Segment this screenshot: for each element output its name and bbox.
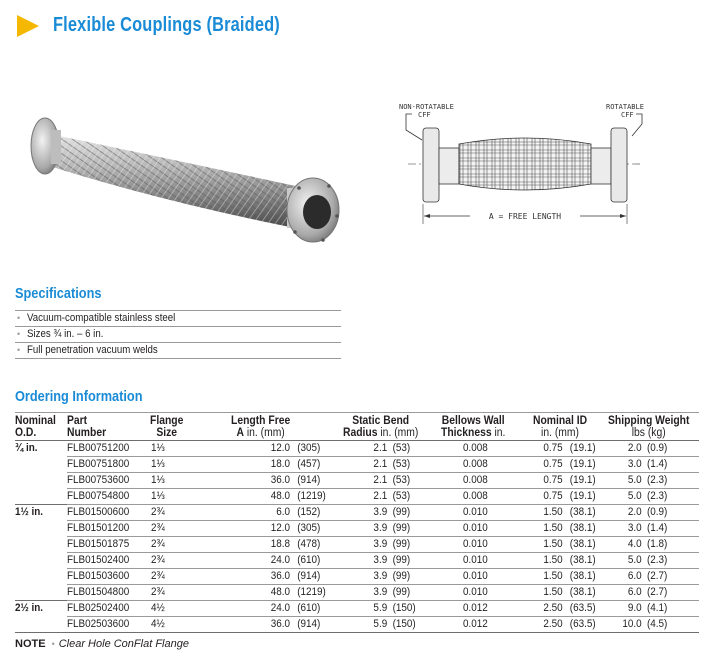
cell-nominal-id: 1.50 (38.1) bbox=[517, 585, 609, 601]
cell-bellows-wall: 0.010 bbox=[438, 505, 517, 521]
cell-flange-size: 2¾ bbox=[141, 569, 195, 585]
bullet-icon: • bbox=[51, 639, 55, 649]
page-header bbox=[17, 14, 330, 37]
cell-part-number: FLB00751200 bbox=[67, 441, 142, 457]
cell-part-number: FLB02502400 bbox=[67, 601, 142, 617]
cell-length-free: 48.0 (1219) bbox=[195, 489, 333, 505]
cell-nominal-od: 2½ in. bbox=[15, 602, 44, 615]
cell-nominal-od: 1½ in. bbox=[15, 506, 44, 519]
col-shipping-weight: Shipping Weight lbs (kg) bbox=[608, 415, 690, 439]
cell-bellows-wall: 0.010 bbox=[438, 521, 517, 537]
cell-shipping-weight: 6.0 (2.7) bbox=[608, 569, 699, 585]
cell-bellows-wall: 0.008 bbox=[438, 441, 517, 457]
cell-length-free: 36.0 (914) bbox=[195, 473, 333, 489]
cell-static-bend: 2.1 (53) bbox=[333, 473, 438, 489]
table-row bbox=[15, 521, 699, 537]
specifications-heading: Specifications bbox=[15, 285, 102, 302]
table-row bbox=[15, 569, 699, 585]
cell-static-bend: 3.9 (99) bbox=[333, 505, 438, 521]
right-flange-label-2: CFF bbox=[621, 111, 634, 119]
table-row bbox=[15, 553, 699, 569]
cell-bellows-wall: 0.008 bbox=[438, 473, 517, 489]
cell-length-free: 12.0 (305) bbox=[195, 521, 333, 537]
cell-length-free: 18.0 (457) bbox=[195, 457, 333, 473]
cell-flange-size: 2¾ bbox=[141, 585, 195, 601]
cell-bellows-wall: 0.010 bbox=[438, 537, 517, 553]
cell-length-free: 48.0 (1219) bbox=[195, 585, 333, 601]
cell-nominal-od bbox=[15, 569, 67, 585]
cell-bellows-wall: 0.008 bbox=[438, 457, 517, 473]
free-length-label: A = FREE LENGTH bbox=[488, 212, 562, 221]
cell-part-number: FLB01504800 bbox=[67, 585, 142, 601]
cell-flange-size: 1⅓ bbox=[141, 441, 195, 457]
spec-item: • Full penetration vacuum welds bbox=[15, 343, 341, 359]
cell-shipping-weight: 5.0 (2.3) bbox=[608, 489, 699, 505]
cell-nominal-id: 0.75 (19.1) bbox=[517, 441, 609, 457]
cell-part-number: FLB00753600 bbox=[67, 473, 142, 489]
cell-nominal-id: 0.75 (19.1) bbox=[517, 457, 609, 473]
cell-part-number: FLB01501200 bbox=[67, 521, 142, 537]
table-row bbox=[15, 537, 699, 553]
cell-bellows-wall: 0.012 bbox=[438, 601, 517, 617]
cell-bellows-wall: 0.010 bbox=[438, 553, 517, 569]
cell-nominal-od bbox=[15, 617, 67, 633]
cell-flange-size: 4½ bbox=[141, 617, 195, 633]
cell-shipping-weight: 5.0 (2.3) bbox=[608, 473, 699, 489]
table-row bbox=[15, 601, 699, 617]
cell-static-bend: 5.9 (150) bbox=[333, 617, 438, 633]
cell-nominal-id: 0.75 (19.1) bbox=[517, 473, 609, 489]
table-note bbox=[15, 638, 189, 650]
cell-nominal-id: 1.50 (38.1) bbox=[517, 537, 609, 553]
col-length-free: Length Free A in. (mm) bbox=[231, 415, 291, 439]
col-nominal-od: Nominal O.D. bbox=[15, 415, 56, 439]
bullet-icon: • bbox=[17, 313, 21, 323]
right-flange-label-1: ROTATABLE bbox=[606, 103, 644, 111]
cell-shipping-weight: 5.0 (2.3) bbox=[608, 553, 699, 569]
cell-nominal-od bbox=[15, 521, 67, 537]
cell-part-number: FLB01503600 bbox=[67, 569, 142, 585]
cell-static-bend: 3.9 (99) bbox=[333, 537, 438, 553]
cell-static-bend: 2.1 (53) bbox=[333, 441, 438, 457]
note-label: NOTE bbox=[15, 638, 46, 650]
cell-nominal-id: 1.50 (38.1) bbox=[517, 521, 609, 537]
cell-flange-size: 1⅓ bbox=[141, 457, 195, 473]
cell-nominal-id: 2.50 (63.5) bbox=[517, 617, 609, 633]
cell-nominal-id: 0.75 (19.1) bbox=[517, 489, 609, 505]
cell-flange-size: 2¾ bbox=[141, 505, 195, 521]
left-flange-label-1: NON-ROTATABLE bbox=[399, 103, 454, 111]
cell-nominal-id: 1.50 (38.1) bbox=[517, 569, 609, 585]
table-row bbox=[15, 489, 699, 505]
cell-static-bend: 3.9 (99) bbox=[333, 569, 438, 585]
page-title: Flexible Couplings (Braided) bbox=[53, 14, 280, 36]
cell-bellows-wall: 0.010 bbox=[438, 585, 517, 601]
cell-nominal-id: 1.50 (38.1) bbox=[517, 553, 609, 569]
col-nominal-id: Nominal ID in. (mm) bbox=[532, 415, 587, 439]
cell-shipping-weight: 9.0 (4.1) bbox=[608, 601, 699, 617]
cell-nominal-od bbox=[15, 537, 67, 553]
cell-nominal-id: 2.50 (63.5) bbox=[517, 601, 609, 617]
cell-shipping-weight: 6.0 (2.7) bbox=[608, 585, 699, 601]
cell-nominal-od bbox=[15, 553, 67, 569]
table-header-row bbox=[15, 413, 699, 441]
spec-item: • Sizes ¾ in. – 6 in. bbox=[15, 327, 341, 343]
ordering-heading: Ordering Information bbox=[15, 388, 143, 405]
table-row bbox=[15, 505, 699, 521]
cell-part-number: FLB01500600 bbox=[67, 505, 142, 521]
cell-static-bend: 3.9 (99) bbox=[333, 553, 438, 569]
table-row bbox=[15, 617, 699, 633]
cell-static-bend: 3.9 (99) bbox=[333, 585, 438, 601]
cell-flange-size: 4½ bbox=[141, 601, 195, 617]
cell-shipping-weight: 3.0 (1.4) bbox=[608, 521, 699, 537]
cell-shipping-weight: 4.0 (1.8) bbox=[608, 537, 699, 553]
left-flange-label-2: CFF bbox=[418, 111, 431, 119]
table-row bbox=[15, 441, 699, 457]
coupling-diagram bbox=[370, 92, 670, 232]
col-static-bend: Static Bend Radius in. (mm) bbox=[343, 415, 419, 439]
spec-item: • Vacuum-compatible stainless steel bbox=[15, 311, 341, 327]
cell-length-free: 36.0 (914) bbox=[195, 569, 333, 585]
cell-part-number: FLB00751800 bbox=[67, 457, 142, 473]
cell-length-free: 24.0 (610) bbox=[195, 553, 333, 569]
cell-flange-size: 2¾ bbox=[141, 553, 195, 569]
cell-part-number: FLB00754800 bbox=[67, 489, 142, 505]
cell-length-free: 36.0 (914) bbox=[195, 617, 333, 633]
cell-shipping-weight: 2.0 (0.9) bbox=[608, 441, 699, 457]
cell-part-number: FLB01502400 bbox=[67, 553, 142, 569]
cell-part-number: FLB02503600 bbox=[67, 617, 142, 633]
table-row bbox=[15, 457, 699, 473]
cell-bellows-wall: 0.012 bbox=[438, 617, 517, 633]
product-photo bbox=[15, 88, 345, 253]
cell-flange-size: 1⅓ bbox=[141, 473, 195, 489]
cell-shipping-weight: 3.0 (1.4) bbox=[608, 457, 699, 473]
col-bellows-wall: Bellows Wall Thickness in. bbox=[441, 415, 506, 439]
bullet-icon: • bbox=[17, 329, 21, 339]
cell-static-bend: 3.9 (99) bbox=[333, 521, 438, 537]
cell-static-bend: 2.1 (53) bbox=[333, 457, 438, 473]
table-row bbox=[15, 585, 699, 601]
cell-nominal-id: 1.50 (38.1) bbox=[517, 505, 609, 521]
ordering-table bbox=[15, 412, 699, 633]
table-row bbox=[15, 473, 699, 489]
cell-length-free: 12.0 (305) bbox=[195, 441, 333, 457]
cell-nominal-od bbox=[15, 473, 67, 489]
cell-nominal-od: ¾ in. bbox=[15, 442, 38, 455]
cell-nominal-od bbox=[15, 489, 67, 505]
specifications-list bbox=[15, 310, 341, 359]
cell-flange-size: 2¾ bbox=[141, 521, 195, 537]
cell-bellows-wall: 0.008 bbox=[438, 489, 517, 505]
cell-nominal-od bbox=[15, 457, 67, 473]
col-flange-size: Flange Size bbox=[149, 415, 184, 439]
cell-nominal-od bbox=[15, 585, 67, 601]
cell-length-free: 6.0 (152) bbox=[195, 505, 333, 521]
cell-length-free: 18.8 (478) bbox=[195, 537, 333, 553]
cell-static-bend: 5.9 (150) bbox=[333, 601, 438, 617]
cell-flange-size: 2¾ bbox=[141, 537, 195, 553]
cell-shipping-weight: 10.0 (4.5) bbox=[608, 617, 699, 633]
cell-length-free: 24.0 (610) bbox=[195, 601, 333, 617]
note-text: Clear Hole ConFlat Flange bbox=[58, 638, 189, 650]
cell-bellows-wall: 0.010 bbox=[438, 569, 517, 585]
cell-static-bend: 2.1 (53) bbox=[333, 489, 438, 505]
cell-part-number: FLB01501875 bbox=[67, 537, 142, 553]
col-part-number: Part Number bbox=[66, 415, 106, 439]
arrow-icon bbox=[17, 15, 39, 37]
cell-shipping-weight: 2.0 (0.9) bbox=[608, 505, 699, 521]
bullet-icon: • bbox=[17, 345, 21, 355]
cell-flange-size: 1⅓ bbox=[141, 489, 195, 505]
